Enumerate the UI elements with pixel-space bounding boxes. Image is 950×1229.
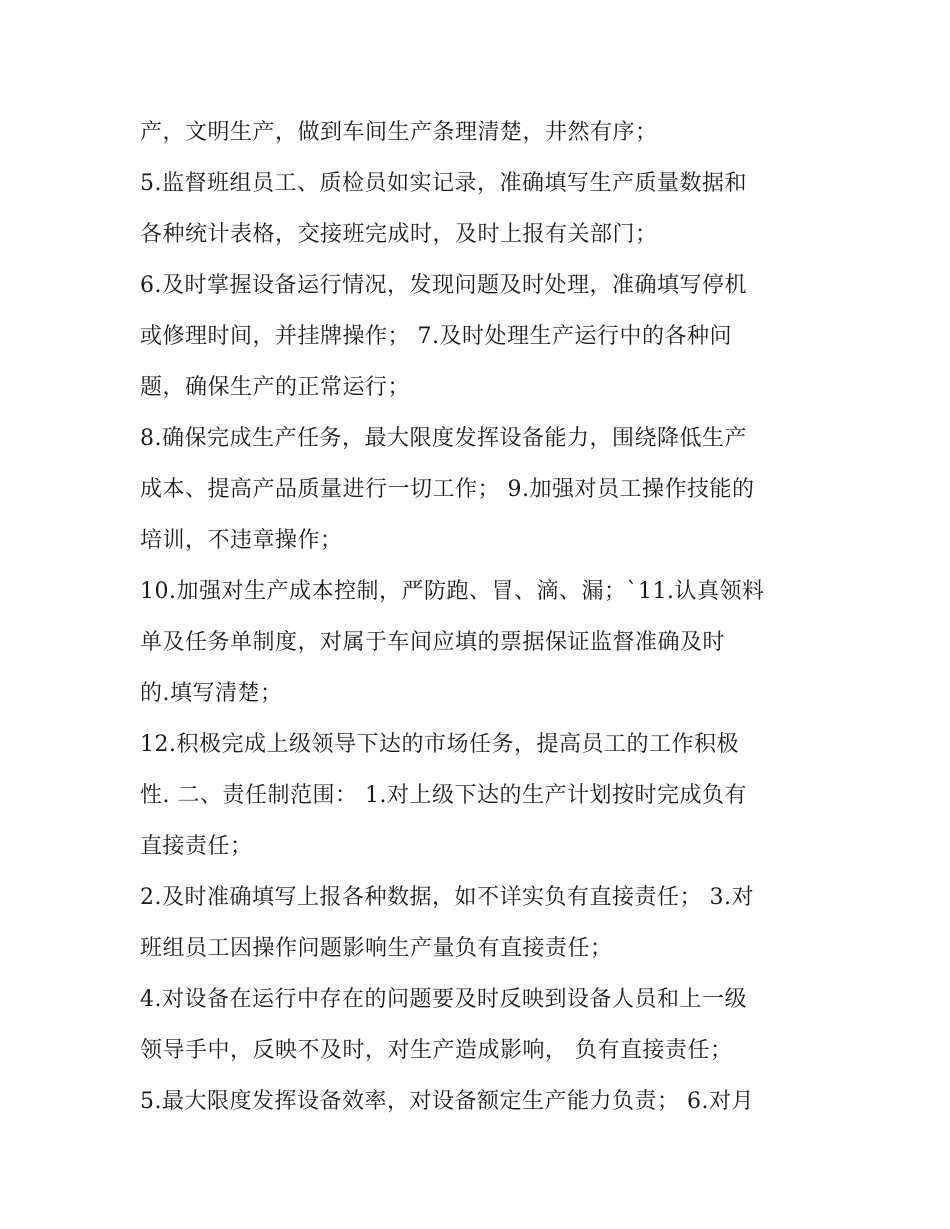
- text-line: 成本、提高产品质量进行一切工作； 9.加强对员工操作技能的: [140, 477, 755, 502]
- text-line: 培训，不违章操作；: [140, 528, 343, 553]
- text-line: 的.填写清楚；: [140, 681, 283, 706]
- text-line: 单及任务单制度，对属于车间应填的票据保证监督准确及时: [140, 630, 726, 655]
- text-line: 2.及时准确填写上报各种数据，如不详实负有直接责任； 3.对: [140, 885, 754, 910]
- text-line: 各种统计表格，交接班完成时，及时上报有关部门；: [140, 222, 658, 247]
- text-line: 5.最大限度发挥设备效率，对设备额定生产能力负责； 6.对月: [140, 1089, 754, 1114]
- document-body: [140, 107, 820, 1127]
- text-line: 4.对设备在运行中存在的问题要及时反映到设备人员和上一级: [140, 987, 747, 1012]
- text-line: 10.加强对生产成本控制，严防跑、冒、滴、漏；`11.认真领料: [140, 579, 765, 604]
- text-line: 产，文明生产，做到车间生产条理清楚，井然有序；: [140, 120, 658, 145]
- text-line: 6.及时掌握设备运行情况，发现问题及时处理，准确填写停机: [140, 273, 747, 298]
- text-line: 5.监督班组员工、质检员如实记录，准确填写生产质量数据和: [140, 171, 747, 196]
- text-line: 12.积极完成上级领导下达的市场任务，提高员工的工作积极: [140, 732, 739, 757]
- text-line: 领导手中，反映不及时，对生产造成影响， 负有直接责任；: [140, 1038, 733, 1063]
- text-line: 8.确保完成生产任务，最大限度发挥设备能力，围绕降低生产: [140, 426, 747, 451]
- text-line: 班组员工因操作问题影响生产量负有直接责任；: [140, 936, 613, 961]
- text-line: 或修理时间，并挂牌操作； 7.及时处理生产运行中的各种问: [140, 324, 732, 349]
- text-line: 直接责任；: [140, 834, 253, 859]
- text-line: 题，确保生产的正常运行；: [140, 375, 411, 400]
- text-line: 性. 二、责任制范围： 1.对上级下达的生产计划按时完成负有: [140, 783, 747, 808]
